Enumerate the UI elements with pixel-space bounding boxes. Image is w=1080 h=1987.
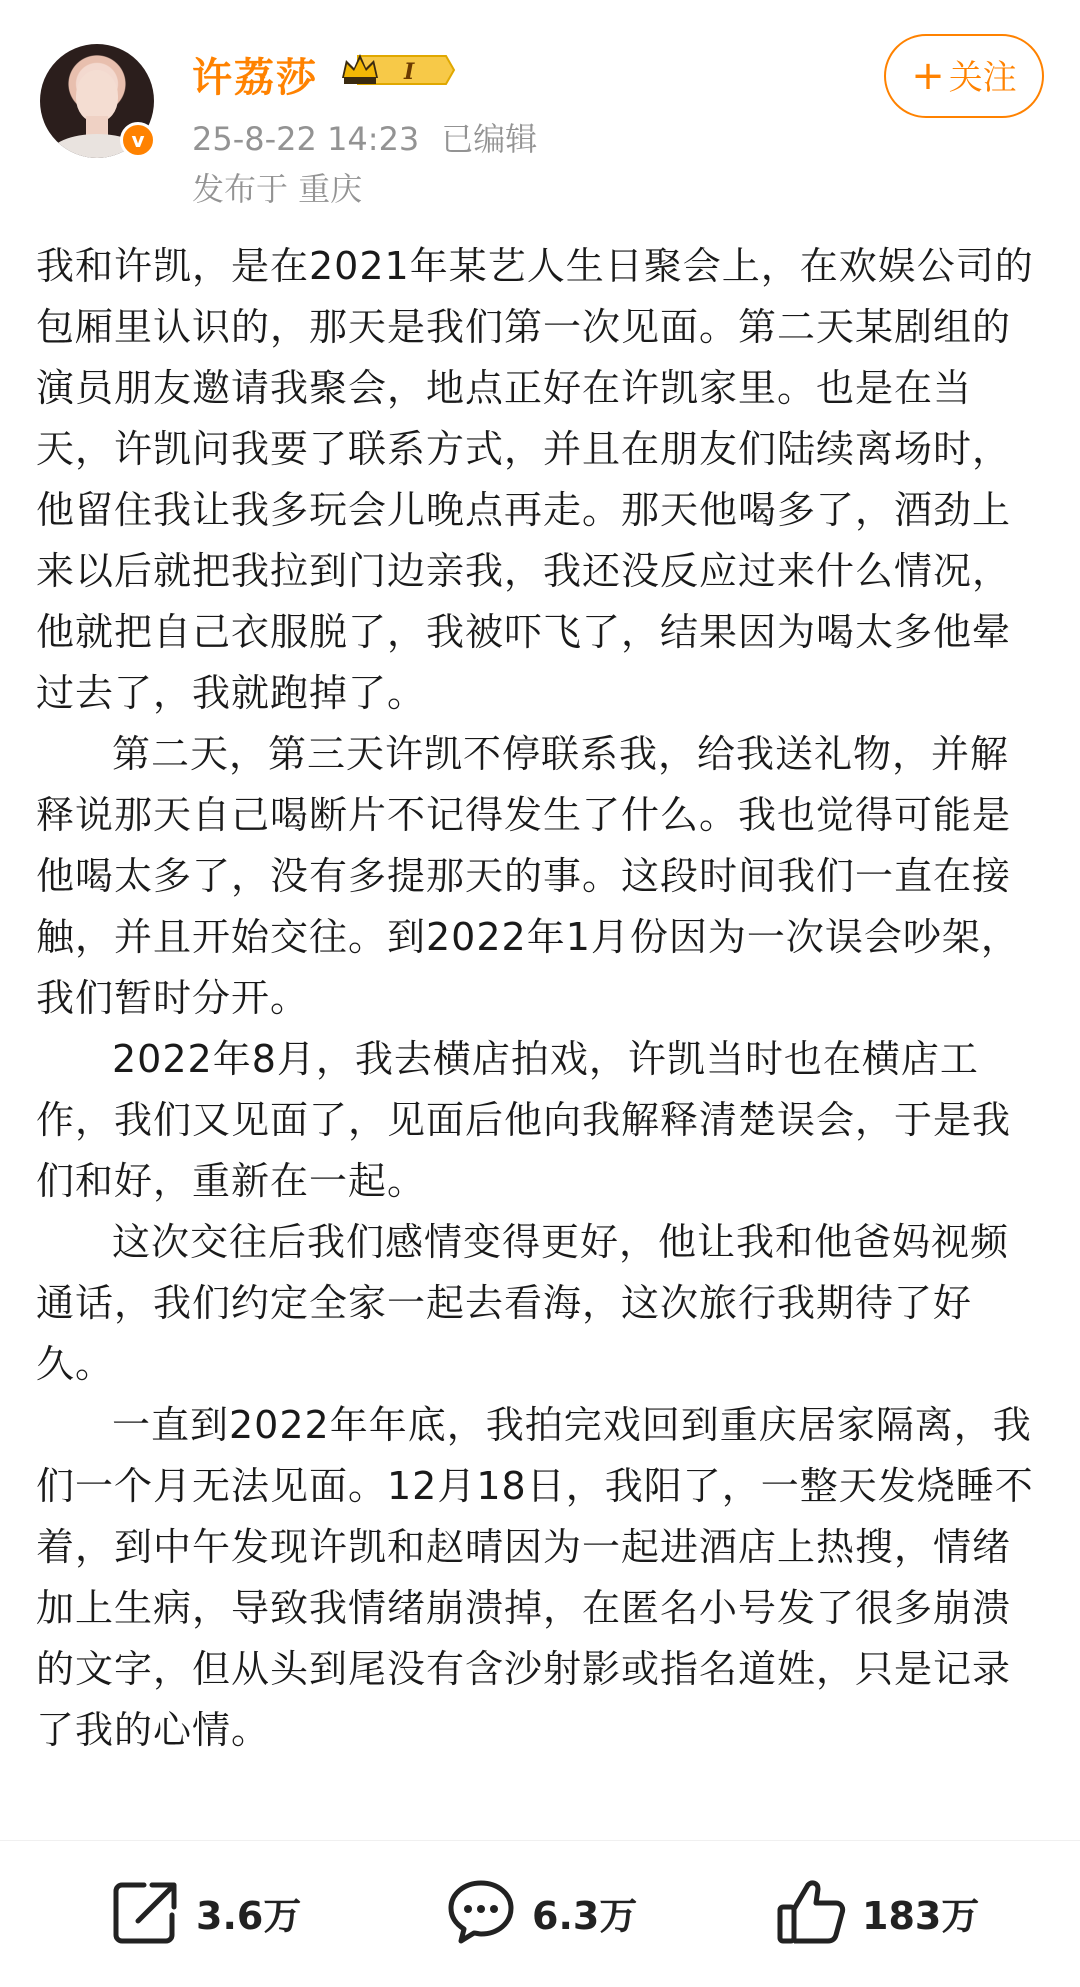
like-button[interactable] <box>774 1867 979 1957</box>
comment-count: 6.3万 <box>532 1893 638 1938</box>
share-icon <box>108 1875 182 1949</box>
thumbs-up-icon <box>774 1875 848 1949</box>
plus-icon: + <box>911 53 945 99</box>
post-meta <box>192 114 537 160</box>
verified-icon: v <box>120 122 156 158</box>
paragraph: 第二天，第三天许凯不停联系我，给我送礼物，并解释说那天自己喝断片不记得发生了什么。我也觉得可能是他喝太多了，没有多提那天的事。这段时间我们一直在接触，并且开始交往。到2022年1月份因为一次误会吵架，我们暂时分开。 <box>36 732 1020 1020</box>
post-location: 发布于 重庆 <box>192 170 363 208</box>
username[interactable]: 许荔莎 <box>192 55 318 101</box>
avatar[interactable] <box>40 44 154 158</box>
action-bar <box>0 1840 1080 1987</box>
share-button[interactable] <box>108 1867 301 1957</box>
share-count: 3.6万 <box>196 1893 302 1938</box>
edited-label: 已编辑 <box>441 120 538 158</box>
follow-label: 关注 <box>948 58 1017 98</box>
timestamp: 25-8-22 14:23 <box>192 120 420 158</box>
paragraph: 2022年8月，我去横店拍戏，许凯当时也在横店工作，我们又见面了，见面后他向我解释清楚误会，于是我们和好，重新在一起。 <box>36 1037 1012 1203</box>
paragraph: 这次交往后我们感情变得更好，他让我和他爸妈视频通话，我们约定全家一起去看海，这次旅行我期待了好久。 <box>36 1220 1010 1386</box>
paragraph: 一直到2022年年底，我拍完戏回到重庆居家隔离，我们一个月无法见面。12月18日，我阳了，一整天发烧睡不着，到中午发现许凯和赵晴因为一起进酒店上热搜，情绪加上生病，导致我情绪崩溃掉，在匿名小号发了很多崩溃的文字，但从头到尾没有含沙射影或指名道姓，只是记录了我的心情。 <box>36 1403 1034 1752</box>
follow-button[interactable] <box>884 34 1044 118</box>
post-header <box>0 0 1080 208</box>
badge-level: I <box>404 59 415 85</box>
like-count: 183万 <box>862 1893 980 1938</box>
post-body <box>36 236 1046 1840</box>
content-fade <box>0 1800 1080 1840</box>
paragraph: 我和许凯，是在2021年某艺人生日聚会上，在欢娱公司的包厢里认识的，那天是我们第一次见面。第二天某剧组的演员朋友邀请我聚会，地点正好在许凯家里。也是在当天，许凯问我要了联系方式，并且在朋友们陆续离场时，他留住我让我多玩会儿晚点再走。那天他喝多了，酒劲上来以后就把我拉到门边亲我，我还没反应过来什么情况，他就把自己衣服脱了，我被吓飞了，结果因为喝太多他晕过去了，我就跑掉了。 <box>36 244 1034 715</box>
comment-button[interactable] <box>444 1867 637 1957</box>
crown-badge-icon[interactable] <box>338 50 456 90</box>
comment-icon <box>444 1875 518 1949</box>
